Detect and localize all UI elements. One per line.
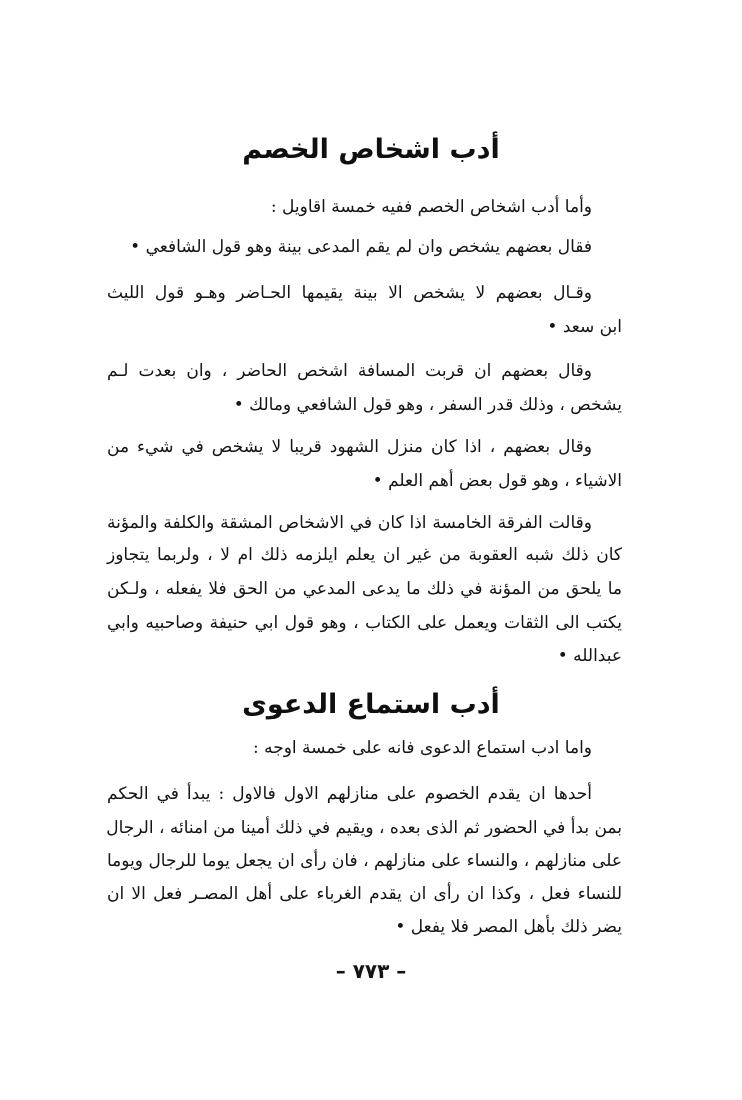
text-line: الاشياء ، وهو قول بعض أهم العلم •: [372, 471, 622, 491]
text-line: يكتب الى الثقات ويعمل على الكتاب ، وهو قول ابي حنيفة وصاحبيه وابي: [107, 613, 622, 633]
text-line: على منازلهم ، والنساء على منازلهم ، فان رأى ان يجعل يوما للرجال ويوما: [107, 851, 622, 871]
text-line: فقال بعضهم يشخص وان لم يقم المدعى بينة وهو قول الشافعي •: [130, 237, 592, 257]
text-line: أحدها ان يقدم الخصوم على منازلهم الاول فالاول : يبدأ في الحكم: [107, 784, 592, 804]
text-line: وقـال بعضهم لا يشخص الا بينة يقيمها الحـاضر وهـو قول الليث: [107, 283, 592, 303]
text-line: وأما أدب اشخاص الخصم ففيه خمسة اقاويل :: [270, 197, 592, 217]
text-line: وقال بعضهم ان قربت المسافة اشخص الحاضر ، وان بعدت لـم: [107, 361, 592, 381]
section-title-shkhas: أدب اشخاص الخصم: [242, 134, 500, 165]
section-title-istima: أدب استماع الدعوى: [242, 689, 500, 720]
text-line: كان ذلك شبه العقوبة من غير ان يعلم ايلزمه ذلك ام لا ، ولربما يتجاوز: [107, 545, 622, 565]
text-line: عبدالله •: [557, 646, 622, 666]
text-line: يشخص ، وذلك قدر السفر ، وهو قول الشافعي ومالك •: [233, 395, 622, 415]
text-line: للنساء فعل ، وكذا ان رأى ان يقدم الغرباء على أهل المصـر فعل الا ان: [107, 884, 622, 904]
page-number: – ٧٧٣ –: [335, 959, 407, 983]
text-line: ابن سعد •: [547, 317, 622, 337]
text-line: ما يلحق من المؤنة في ذلك ما يدعى المدعي من الحق فلا يفعله ، ولـكن: [107, 579, 622, 599]
text-line: واما ادب استماع الدعوى فانه على خمسة اوجه :: [252, 738, 592, 758]
text-line: وقالت الفرقة الخامسة اذا كان في الاشخاص المشقة والكلفة والمؤنة: [107, 513, 592, 533]
text-line: وقال بعضهم ، اذا كان منزل الشهود قريبا لا يشخص في شيء من: [107, 437, 592, 457]
text-line: بمن بدأ في الحضور ثم الذى بعده ، ويقيم في ذلك أمينا من امنائه ، الرجال: [106, 818, 622, 838]
text-line: يضر ذلك بأهل المصر فلا يفعل •: [395, 917, 622, 937]
